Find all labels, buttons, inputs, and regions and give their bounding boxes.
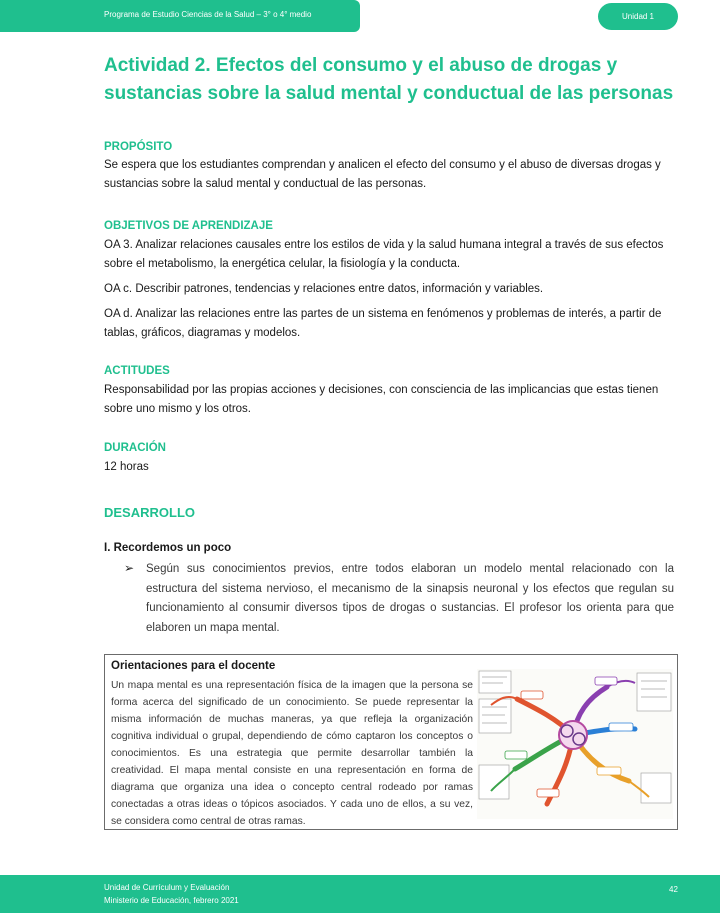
teacher-guidance-heading: Orientaciones para el docente	[111, 660, 276, 672]
page-title: Actividad 2. Efectos del consumo y el abuso de drogas y sustancias sobre la salud mental y conductual de las personas	[104, 55, 674, 104]
header-band	[0, 0, 360, 32]
page-number: 42	[669, 885, 678, 894]
duracion-text: 12 horas	[104, 461, 149, 473]
objective-oad: OA d. Analizar las relaciones entre las partes de un sistema en fenómenos y problemas de interés, a partir de tablas, gráficos, diagramas y modelos.	[104, 308, 662, 339]
teacher-guidance-box	[104, 654, 678, 830]
teacher-guidance-text: Un mapa mental es una representación física de la imagen que la persona se forma acerca del significado de un conocimiento. Se puede representar la misma información de muchas maneras, ya que refleja la organización cognitiva individual o grupal, dependiendo de cómo captaron los conceptos o conocimientos. Es una estrategia que permite desarrollar también la creatividad. El mapa mental consiste en una representación en forma de diagrama que organiza una idea o concepto central rodeado por ramas conectadas a otras ideas o tópicos asociados. Y cada uno de ellos, a su vez, se considera como central de otras ramas.	[111, 680, 473, 827]
duracion-heading: DURACIÓN	[104, 442, 166, 454]
objetivos-heading: OBJETIVOS DE APRENDIZAJE	[104, 220, 273, 232]
footer-ministry-date: Ministerio de Educación, febrero 2021	[104, 896, 239, 905]
footer-unit: Unidad de Currículum y Evaluación	[104, 883, 230, 892]
mind-map-image	[477, 669, 673, 819]
proposito-text: Se espera que los estudiantes comprendan y analicen el efecto del consumo y el abuso de diversas drogas y sustancias sobre la salud mental y conductual de las personas.	[104, 159, 661, 190]
desarrollo-bullet-text: Según sus conocimientos previos, entre todos elaboran un modelo mental relacionado con la estructura del sistema nervioso, el mecanismo de la sinapsis neuronal y los efectos que regulan su funcionamiento al consumir diversos tipos de drogas o sustancias. El profesor los orienta para que elaboren un mapa mental.	[146, 563, 674, 634]
recordemos-subheading: I. Recordemos un poco	[104, 542, 232, 554]
desarrollo-heading: DESARROLLO	[104, 505, 195, 520]
proposito-heading: PROPÓSITO	[104, 141, 173, 153]
unit-badge: Unidad 1	[598, 3, 678, 30]
arrow-bullet-icon: ➢	[124, 561, 135, 575]
program-title: Programa de Estudio Ciencias de la Salud – 3° o 4° medio	[104, 10, 312, 19]
objective-oa3: OA 3. Analizar relaciones causales entre los estilos de vida y la salud humana integral a través de sus efectos sobre el metabolismo, la energética celular, la fisiología y la conducta.	[104, 239, 664, 270]
objective-oac: OA c. Describir patrones, tendencias y relaciones entre datos, información y variables.	[104, 283, 544, 295]
actitudes-heading: ACTITUDES	[104, 365, 170, 377]
footer-band	[0, 875, 720, 913]
actitudes-text: Responsabilidad por las propias acciones y decisiones, con consciencia de las implicancias que estas tienen sobre uno mismo y los otros.	[104, 384, 659, 415]
